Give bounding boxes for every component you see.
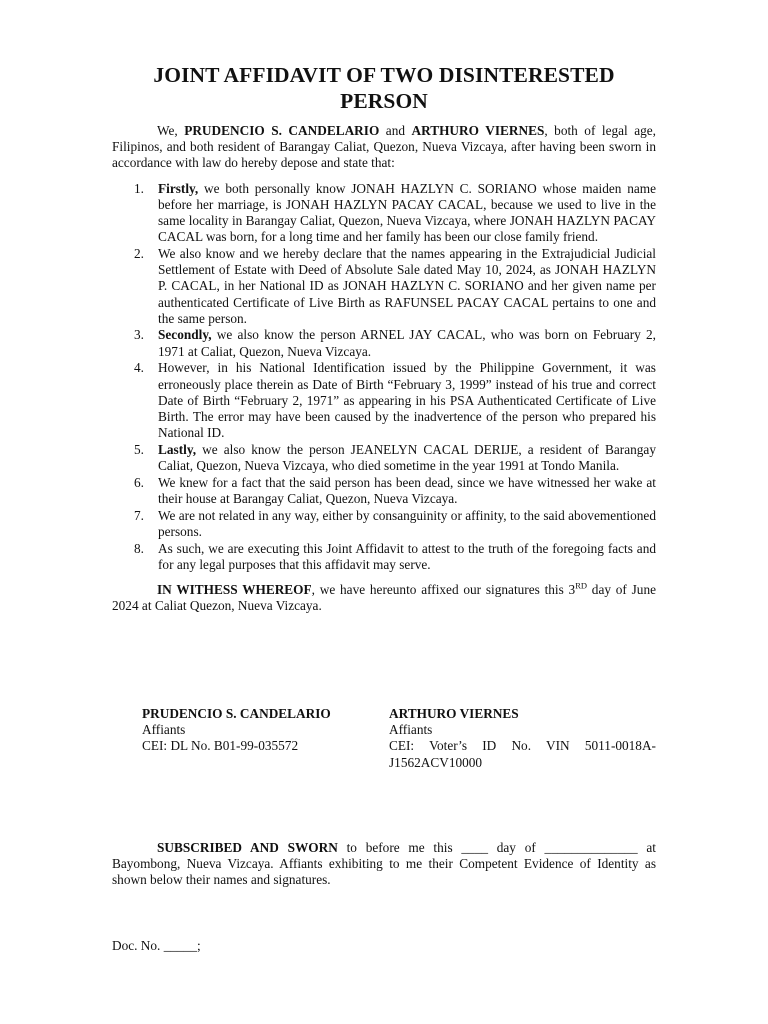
signatory-cei: CEI: DL No. B01-99-035572 xyxy=(142,738,299,754)
item-number: 7. xyxy=(134,507,144,523)
list-item xyxy=(112,181,656,246)
item-text: As such, we are executing this Joint Affidavit to attest to the truth of the foregoing facts and for any legal purposes that this affidavit may serve. xyxy=(158,540,656,572)
witness-text: , we have hereunto affixed our signatures this 3 xyxy=(311,581,576,597)
item-lead: Firstly, xyxy=(158,180,199,196)
document-title: JOINT AFFIDAVIT OF TWO DISINTERESTED PERSON xyxy=(153,63,615,113)
signatory-2 xyxy=(389,706,656,771)
list-item xyxy=(112,360,656,441)
item-text: we also know the person JEANELYN CACAL DERIJE, a resident of Barangay Caliat, Quezon, Nueva Vizcaya, who died sometime in the year 1991 at Tondo Manila. xyxy=(158,441,656,474)
intro-text-2: and xyxy=(379,123,412,138)
affidavit-document xyxy=(112,62,657,953)
item-text: However, in his National Identification issued by the Philippine Government, it was erroneously place therein as Date of Birth “February 3, 1999” instead of his true and correct Date of Birth “February 2, 1971” as appearing in his PSA Authenticated Certificate of Live Birth. The error may have been caused by the inadvertence of the person who prepared his National ID. xyxy=(158,360,656,441)
statements-list xyxy=(112,181,656,573)
list-item xyxy=(112,541,656,573)
signatory-role: Affiants xyxy=(142,722,186,738)
witness-rest: day of June 2024 at Caliat Quezon, Nueva Vizcaya. xyxy=(112,581,657,614)
jurat-paragraph xyxy=(112,840,656,889)
list-item xyxy=(112,442,656,474)
item-number: 5. xyxy=(134,441,144,457)
affiant-2-name: ARTHURO VIERNES xyxy=(411,123,545,138)
signatory-name: ARTHURO VIERNES xyxy=(389,706,519,721)
signatory-role: Affiants xyxy=(389,722,433,738)
witness-paragraph xyxy=(112,582,656,614)
list-item xyxy=(112,508,656,540)
item-number: 6. xyxy=(134,474,144,490)
doc-number: Doc. No. _____; xyxy=(112,938,201,953)
item-number: 4. xyxy=(134,360,144,376)
item-number: 1. xyxy=(134,180,144,196)
list-item xyxy=(112,327,656,359)
jurat-text: to before me this ____ day of ______________ at Bayombong, Nueva Vizcaya. Affiants exhibiting to me their Competent Evidence of Identity as shown below their names and signatures. xyxy=(112,840,656,888)
item-number: 3. xyxy=(134,327,144,343)
item-text: We also know and we hereby declare that the names appearing in the Extrajudicial Judicial Settlement of Estate with Deed of Absolute Sale dated May 10, 2024, as JONAH HAZLYN P. CACAL, in her National ID as JONAH HAZLYN C. SORIANO and her given name per authenticated Certificate of Live Birth as RAFUNSEL PACAY CACAL pertains to one and the same person. xyxy=(158,245,656,326)
jurat-lead: SUBSCRIBED AND SWORN xyxy=(157,840,338,855)
item-text: we also know the person ARNEL JAY CACAL, who was born on February 2, 1971 at Caliat, Quezon, Nueva Vizcaya. xyxy=(158,327,656,359)
item-lead: Lastly, xyxy=(158,441,197,457)
item-number: 8. xyxy=(134,540,144,556)
list-item xyxy=(112,475,656,507)
intro-text-3: , both of legal age, Filipinos, and both resident of Barangay Caliat, Quezon, Nueva Vizcaya, after having been sworn in accordance with law do hereby depose and state that: xyxy=(112,123,656,171)
item-text: We knew for a fact that the said person has been dead, since we have witnessed her wake at their house at Barangay Caliat, Quezon, Nueva Vizcaya. xyxy=(158,474,656,506)
witness-lead: IN WITHESS WHEREOF xyxy=(157,581,312,597)
item-lead: Secondly, xyxy=(158,327,212,343)
signatory-cei: CEI: Voter’s ID No. VIN 5011-0018A-J1562ACV10000 xyxy=(389,738,656,770)
intro-paragraph xyxy=(112,123,656,172)
list-item xyxy=(112,246,656,327)
signatory-1 xyxy=(142,706,382,755)
item-text: We are not related in any way, either by consanguinity or affinity, to the said abovementioned persons. xyxy=(158,507,656,539)
intro-text-1: We, xyxy=(157,123,185,138)
item-number: 2. xyxy=(134,245,144,261)
signatory-name: PRUDENCIO S. CANDELARIO xyxy=(142,706,331,721)
affiant-1-name: PRUDENCIO S. CANDELARIO xyxy=(184,123,380,138)
witness-superscript: RD xyxy=(575,580,588,591)
item-text: we both personally know JONAH HAZLYN C. SORIANO whose maiden name before her marriage, is JONAH HAZLYN PACAY CACAL, because we used to live in the same locality in Barangay Caliat, Quezon, Nueva Vizcaya, where JONAH HAZLYN PACAY CACAL was born, for a long time and her family has been our close family friend. xyxy=(158,180,656,245)
